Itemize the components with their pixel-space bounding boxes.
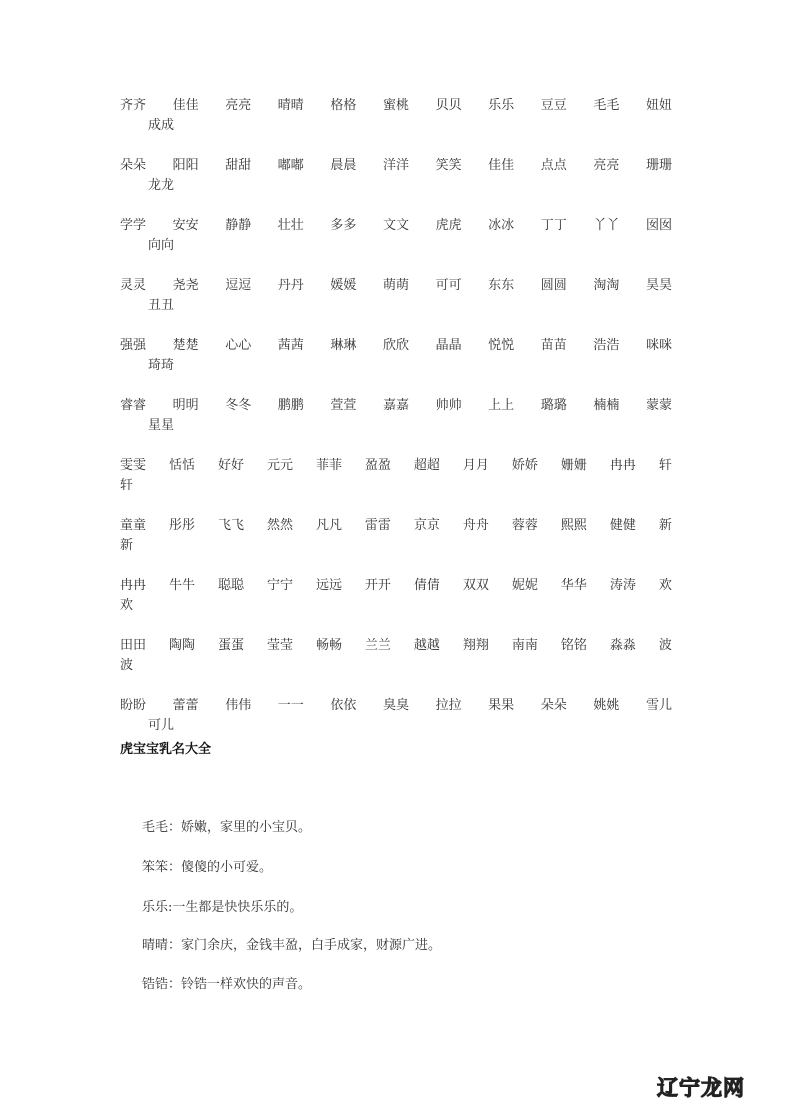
- name-entry: 乐乐:一生都是快快乐乐的。: [142, 900, 303, 915]
- name-entry: 锆锆：铃锆一样欢快的声音。: [142, 977, 312, 992]
- name-item: 齐齐: [120, 98, 147, 113]
- name-item: 丫丫: [593, 218, 620, 233]
- name-item: 雪儿: [645, 698, 672, 713]
- name-item: 依依: [330, 698, 357, 713]
- name-item: 彤彤: [168, 518, 195, 533]
- name-item-continued: 星星: [148, 418, 175, 433]
- name-item-continued: 欢: [120, 598, 134, 613]
- name-item: 好好: [217, 458, 244, 473]
- name-item: 越越: [413, 638, 440, 653]
- name-item: 华华: [560, 578, 587, 593]
- name-item: 莹莹: [266, 638, 293, 653]
- name-item-continued: 可儿: [148, 718, 175, 733]
- name-item: 田田: [120, 638, 147, 653]
- name-row: [120, 276, 672, 316]
- name-item: 可可: [435, 278, 462, 293]
- name-item: 然然: [266, 518, 293, 533]
- name-item: 果果: [488, 698, 515, 713]
- name-item: 雷雷: [364, 518, 391, 533]
- name-entry: 晴晴：家门余庆，金钱丰盈，白手成家，财源广进。: [142, 938, 442, 953]
- name-item: 铭铭: [560, 638, 587, 653]
- section-title: 虎宝宝乳名大全: [120, 742, 212, 757]
- name-item: 佳佳: [488, 158, 515, 173]
- name-row-line: [120, 396, 672, 416]
- name-item: 盈盈: [364, 458, 391, 473]
- name-item: 牛牛: [168, 578, 195, 593]
- name-row-line: [120, 336, 672, 356]
- name-item: 文文: [382, 218, 409, 233]
- name-item: 毛毛: [593, 98, 620, 113]
- name-item-continued: 龙龙: [148, 178, 175, 193]
- name-item: 元元: [266, 458, 293, 473]
- name-item: 双双: [462, 578, 489, 593]
- name-item: 远远: [315, 578, 342, 593]
- name-item: 虎虎: [435, 218, 462, 233]
- name-item: 一一: [277, 698, 304, 713]
- name-item: 欢: [658, 578, 672, 593]
- name-item: 新: [658, 518, 672, 533]
- name-item: 悦悦: [488, 338, 515, 353]
- name-item: 茜茜: [277, 338, 304, 353]
- name-item: 格格: [330, 98, 357, 113]
- name-item: 浩浩: [593, 338, 620, 353]
- name-item: 佳佳: [172, 98, 199, 113]
- watermark-logo: [657, 1072, 745, 1102]
- name-item: 京京: [413, 518, 440, 533]
- name-item: 超超: [413, 458, 440, 473]
- name-item: 健健: [609, 518, 636, 533]
- name-item: 笑笑: [435, 158, 462, 173]
- name-item: 舟舟: [462, 518, 489, 533]
- name-item: 嘉嘉: [382, 398, 409, 413]
- name-item: 甜甜: [225, 158, 252, 173]
- name-row-line: [120, 516, 672, 536]
- name-item: 开开: [364, 578, 391, 593]
- name-row: [120, 216, 672, 256]
- watermark-part2: 龙网: [701, 1076, 745, 1100]
- name-item: 陶陶: [168, 638, 195, 653]
- name-item-continued: 成成: [148, 118, 175, 133]
- name-item: 淼淼: [609, 638, 636, 653]
- name-item: 阳阳: [172, 158, 199, 173]
- name-item: 月月: [462, 458, 489, 473]
- name-item: 冉冉: [120, 578, 147, 593]
- name-item: 安安: [172, 218, 199, 233]
- name-item: 凡凡: [315, 518, 342, 533]
- name-item: 蓉蓉: [511, 518, 538, 533]
- name-item: 贝贝: [435, 98, 462, 113]
- name-item: 上上: [488, 398, 515, 413]
- name-item-continued: 新: [120, 538, 134, 553]
- name-item: 兰兰: [364, 638, 391, 653]
- name-row: [120, 696, 672, 736]
- name-row: [120, 516, 672, 556]
- name-item: 翔翔: [462, 638, 489, 653]
- name-item: 欣欣: [382, 338, 409, 353]
- name-item: 珊珊: [645, 158, 672, 173]
- name-item: 倩倩: [413, 578, 440, 593]
- name-row-line: [120, 96, 672, 116]
- name-item: 盼盼: [120, 698, 147, 713]
- name-item: 静静: [225, 218, 252, 233]
- name-row-line: [120, 576, 672, 596]
- name-item: 宁宁: [266, 578, 293, 593]
- name-item: 丹丹: [277, 278, 304, 293]
- name-item-continued: 丑丑: [148, 298, 175, 313]
- name-row: [120, 456, 672, 496]
- name-item-continued: 向向: [148, 238, 175, 253]
- name-item: 恬恬: [168, 458, 195, 473]
- name-item: 心心: [225, 338, 252, 353]
- name-item: 聪聪: [217, 578, 244, 593]
- name-item: 妞妞: [645, 98, 672, 113]
- name-item: 强强: [120, 338, 147, 353]
- name-row-line: [120, 156, 672, 176]
- name-row: [120, 156, 672, 196]
- name-row-line: [120, 276, 672, 296]
- name-item-continued: 琦琦: [148, 358, 175, 373]
- name-item: 菲菲: [315, 458, 342, 473]
- name-row: [120, 636, 672, 676]
- name-item: 蛋蛋: [217, 638, 244, 653]
- name-item: 萱萱: [330, 398, 357, 413]
- name-item: 昊昊: [645, 278, 672, 293]
- name-item: 丁丁: [540, 218, 567, 233]
- name-item: 楠楠: [593, 398, 620, 413]
- name-item: 姗姗: [560, 458, 587, 473]
- name-item: 萌萌: [382, 278, 409, 293]
- name-item: 飞飞: [217, 518, 244, 533]
- name-row-line: [120, 636, 672, 656]
- name-item: 璐璐: [540, 398, 567, 413]
- name-row-line: [120, 696, 672, 716]
- name-item: 波: [658, 638, 672, 653]
- name-item-continued: 轩: [120, 478, 134, 493]
- name-row-line: [120, 456, 672, 476]
- name-item: 蕾蕾: [172, 698, 199, 713]
- name-item: 娇娇: [511, 458, 538, 473]
- name-row: [120, 336, 672, 376]
- name-item: 童童: [120, 518, 147, 533]
- name-item: 囡囡: [645, 218, 672, 233]
- name-item: 咪咪: [645, 338, 672, 353]
- name-item: 亮亮: [225, 98, 252, 113]
- name-item: 多多: [330, 218, 357, 233]
- name-item: 灵灵: [120, 278, 147, 293]
- name-item-continued: 波: [120, 658, 134, 673]
- name-item: 雯雯: [120, 458, 147, 473]
- name-item: 嘟嘟: [277, 158, 304, 173]
- name-item: 苗苗: [540, 338, 567, 353]
- name-item: 晨晨: [330, 158, 357, 173]
- name-item: 东东: [488, 278, 515, 293]
- name-item: 晶晶: [435, 338, 462, 353]
- name-item: 畅畅: [315, 638, 342, 653]
- name-row: [120, 576, 672, 616]
- name-row: [120, 96, 672, 136]
- name-item: 蒙蒙: [645, 398, 672, 413]
- name-item: 涛涛: [609, 578, 636, 593]
- name-item: 伟伟: [225, 698, 252, 713]
- name-item: 逗逗: [225, 278, 252, 293]
- name-item: 冉冉: [609, 458, 636, 473]
- name-item: 帅帅: [435, 398, 462, 413]
- name-item: 圆圆: [540, 278, 567, 293]
- name-item: 淘淘: [593, 278, 620, 293]
- name-item: 乐乐: [488, 98, 515, 113]
- name-item: 豆豆: [540, 98, 567, 113]
- watermark-part1: 辽宁: [657, 1076, 701, 1100]
- name-entry: 笨笨：傻傻的小可爱。: [142, 860, 273, 875]
- name-item: 楚楚: [172, 338, 199, 353]
- name-item: 鹏鹏: [277, 398, 304, 413]
- name-item: 南南: [511, 638, 538, 653]
- name-item: 朵朵: [540, 698, 567, 713]
- name-item: 轩: [658, 458, 672, 473]
- name-item: 臭臭: [382, 698, 409, 713]
- name-item: 姚姚: [593, 698, 620, 713]
- name-item: 尧尧: [172, 278, 199, 293]
- name-item: 媛媛: [330, 278, 357, 293]
- name-item: 妮妮: [511, 578, 538, 593]
- name-item: 明明: [172, 398, 199, 413]
- name-item: 壮壮: [277, 218, 304, 233]
- name-row: [120, 396, 672, 436]
- name-item: 亮亮: [593, 158, 620, 173]
- name-item: 琳琳: [330, 338, 357, 353]
- name-item: 熙熙: [560, 518, 587, 533]
- name-row-line: [120, 216, 672, 236]
- name-item: 睿睿: [120, 398, 147, 413]
- name-item: 晴晴: [277, 98, 304, 113]
- name-item: 洋洋: [382, 158, 409, 173]
- name-item: 点点: [540, 158, 567, 173]
- name-item: 拉拉: [435, 698, 462, 713]
- name-item: 蜜桃: [382, 98, 409, 113]
- name-item: 朵朵: [120, 158, 147, 173]
- name-item: 学学: [120, 218, 147, 233]
- name-item: 冬冬: [225, 398, 252, 413]
- name-entry: 毛毛：娇嫩，家里的小宝贝。: [142, 820, 312, 835]
- name-item: 冰冰: [488, 218, 515, 233]
